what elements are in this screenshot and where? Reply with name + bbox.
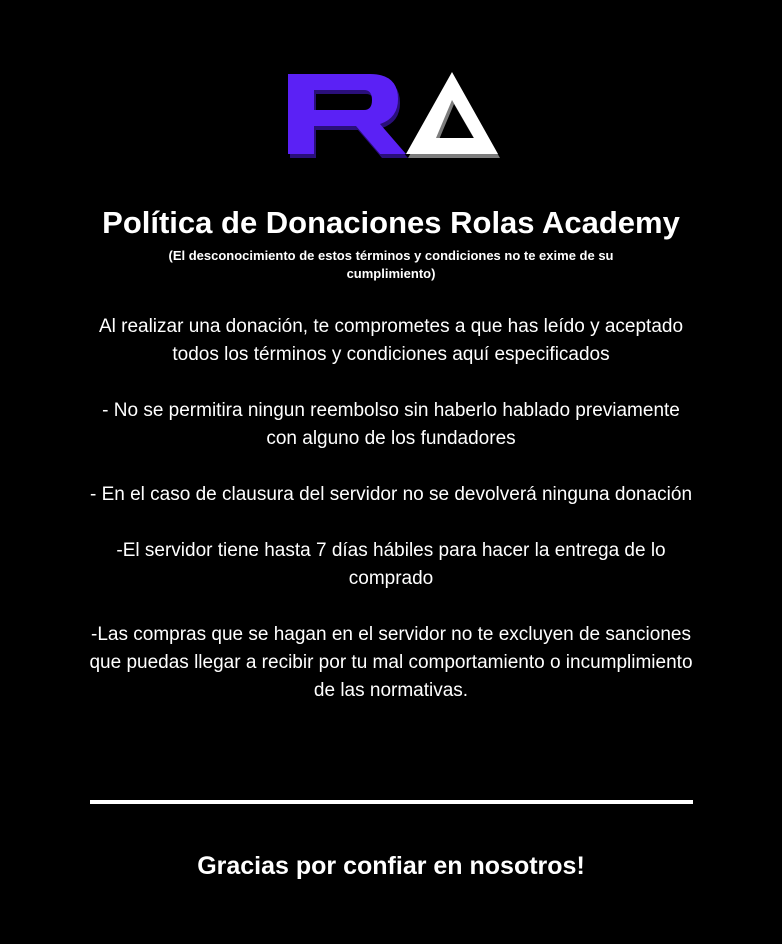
logo-a	[406, 72, 498, 154]
term-item: Al realizar una donación, te comprometes a que has leído y aceptado todos los términos y condiciones aquí especificados	[98, 316, 684, 365]
page-title: Política de Donaciones Rolas Academy	[102, 205, 680, 240]
term-item: - No se permitira ningun reembolso sin haberlo hablado previamente con alguno de los fundadores	[102, 400, 680, 449]
term-item: -Las compras que se hagan en el servidor no te excluyen de sanciones que puedas llegar a recibir por tu mal comportamiento o incumplimiento de las normativas.	[89, 624, 693, 701]
term-item: -El servidor tiene hasta 7 días hábiles para hacer la entrega de lo comprado	[116, 540, 666, 589]
thanks-message: Gracias por confiar en nosotros!	[197, 852, 585, 880]
terms-list	[86, 313, 696, 733]
ra-logo-icon	[286, 70, 502, 158]
term-item: - En el caso de clausura del servidor no se devolverá ninguna donación	[89, 484, 693, 505]
page-subtitle: (El desconocimiento de estos términos y condiciones no te exime de su cumplimiento)	[168, 248, 614, 281]
logo-r	[288, 74, 406, 154]
divider	[90, 800, 693, 804]
